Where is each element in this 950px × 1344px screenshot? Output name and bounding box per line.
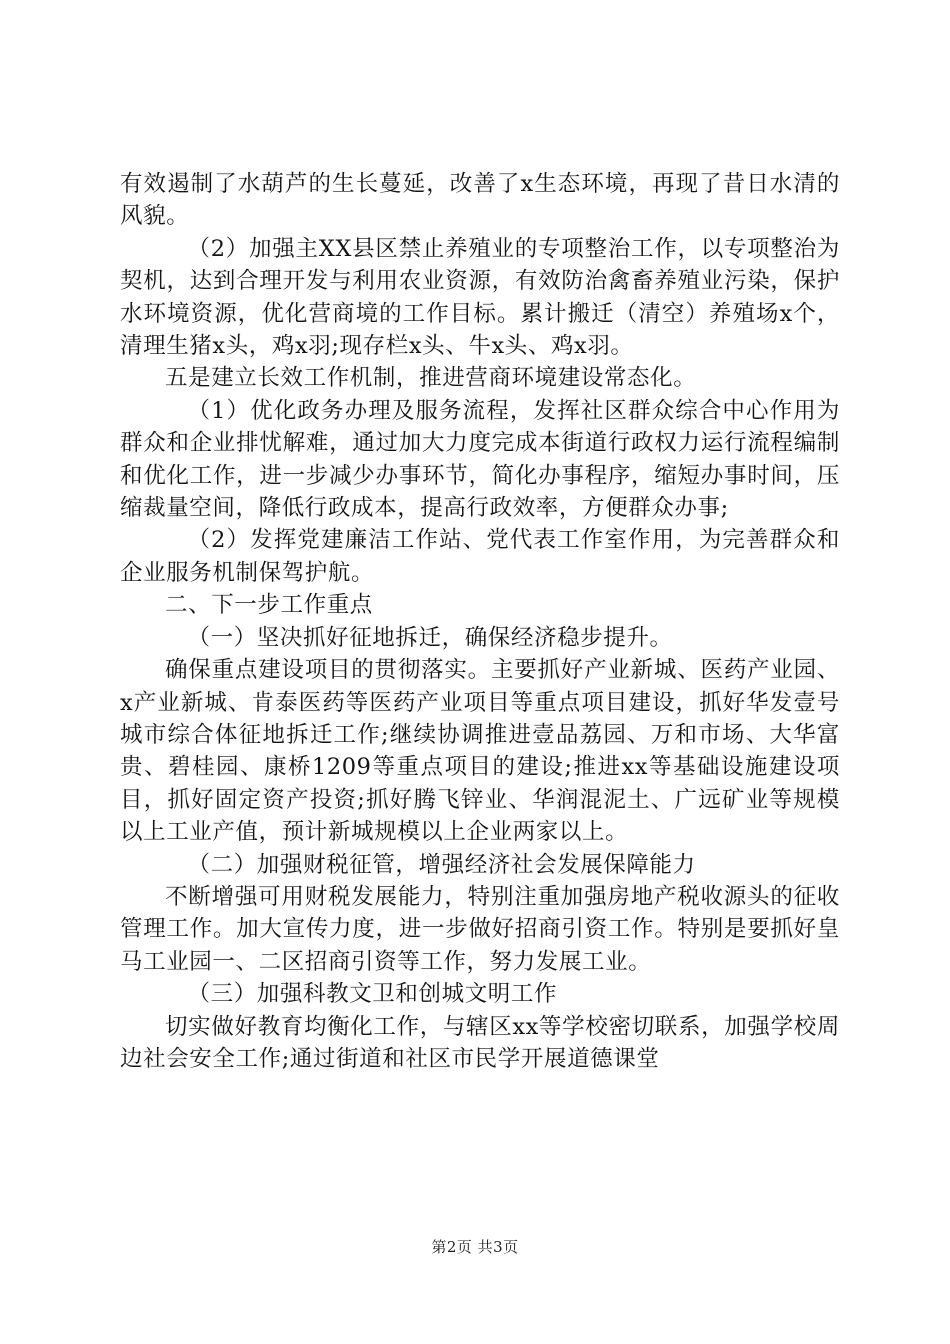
subheading-2: （二）加强财税征管，增强经济社会发展保障能力	[187, 851, 696, 878]
paragraph-5: （2）发挥党建廉洁工作站、党代表工作室作用，为完善群众和企业服务机制保驾护航。	[120, 527, 840, 586]
subheading-1: （一）坚决抓好征地拆迁，确保经济稳步提升。	[187, 624, 673, 651]
document-body	[120, 168, 840, 1075]
subheading-3: （三）加强科教文卫和创城文明工作	[187, 981, 558, 1008]
section-heading: 二、下一步工作重点	[165, 592, 373, 619]
paragraph-7: 不断增强可用财税发展能力，特别注重加强房地产税收源头的征收管理工作。加大宣传力度，进一步做好招商引资工作。特别是要抓好皇马工业园一、二区招商引资等工作，努力发展工业。	[120, 883, 840, 975]
paragraph-8: 切实做好教育均衡化工作，与辖区xx等学校密切联系，加强学校周边社会安全工作;通过街道和社区市民学开展道德课堂	[120, 1013, 840, 1072]
paragraph-4: （1）优化政务办理及服务流程，发挥社区群众综合中心作用为群众和企业排忧解难，通过加大力度完成本街道行政权力运行流程编制和优化工作，进一步减少办事环节，简化办事程序，缩短办事时间，压缩裁量空间，降低行政成本，提高行政效率，方便群众办事;	[120, 397, 840, 522]
paragraph-3: 五是建立长效工作机制，推进营商环境建设常态化。	[165, 365, 697, 392]
page-footer: 第2页 共3页	[431, 1238, 519, 1256]
paragraph-1: 有效遏制了水葫芦的生长蔓延，改善了x生态环境，再现了昔日水清的风貌。	[120, 171, 840, 230]
paragraph-6: 确保重点建设项目的贯彻落实。主要抓好产业新城、医药产业园、x产业新城、肯泰医药等医药产业项目等重点项目建设，抓好华发壹号城市综合体征地拆迁工作;继续协调推进壹品荔园、万和市场、大华富贵、碧桂园、康桥1209等重点项目的建设;推进xx等基础设施建设项目，抓好固定资产投资;抓好腾飞锌业、华润混泥土、广远矿业等规模以上工业产值，预计新城规模以上企业两家以上。	[120, 657, 840, 846]
paragraph-2: （2）加强主XX县区禁止养殖业的专项整治工作，以专项整治为契机，达到合理开发与利用农业资源，有效防治禽畜养殖业污染，保护水环境资源，优化营商境的工作目标。累计搬迁（清空）养殖场x个，清理生猪x头，鸡x羽;现存栏x头、牛x头、鸡x羽。	[120, 235, 840, 360]
